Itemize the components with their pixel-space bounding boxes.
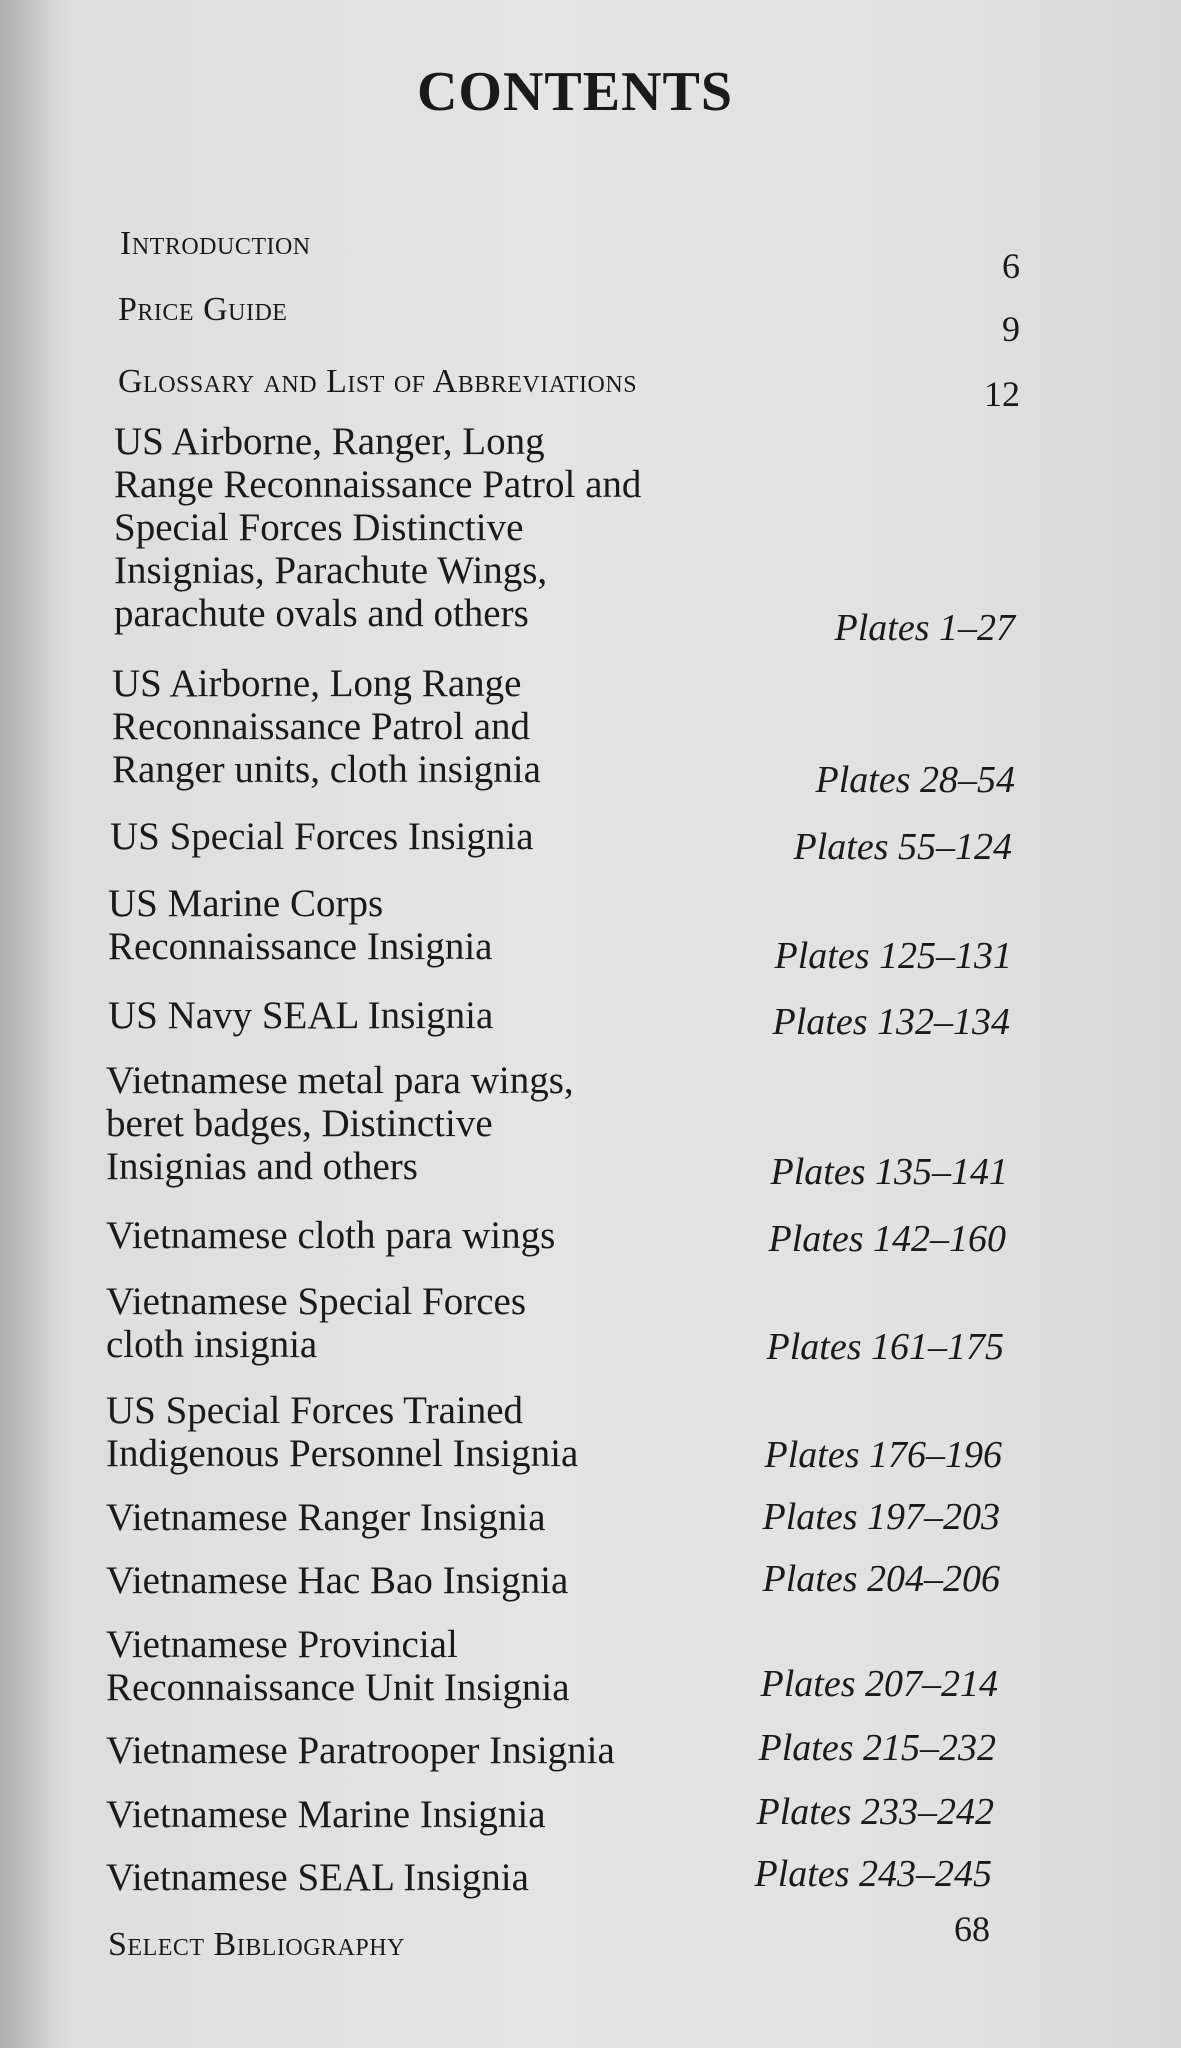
toc-entry-title-line: Insignias, Parachute Wings, — [114, 549, 548, 592]
toc-entry-title-line: Ranger units, cloth insignia — [112, 748, 541, 791]
toc-entry-title — [108, 1923, 405, 1966]
toc-entry-title-line: Special Forces Distinctive — [114, 506, 524, 549]
page-gutter-shadow — [0, 0, 60, 2048]
toc-entry-title-line: Vietnamese Special Forces — [106, 1280, 527, 1323]
toc-entry-title-line: parachute ovals and others — [114, 592, 529, 635]
toc-entry-title — [106, 1729, 615, 1772]
toc-entry-pages: Plates 1–27 — [834, 607, 1015, 649]
toc-entry-title — [106, 1793, 546, 1836]
toc-entry-pages: 9 — [1002, 309, 1020, 349]
toc-entry-title-line: Vietnamese Marine Insignia — [106, 1793, 546, 1836]
toc-entry-title-line: Vietnamese cloth para wings — [106, 1214, 556, 1257]
toc-entry-title — [120, 222, 311, 265]
toc-entry-title-line: beret badges, Distinctive — [106, 1102, 493, 1145]
toc-entry-title-line: Insignias and others — [106, 1145, 418, 1188]
toc-entry-title — [106, 1496, 546, 1539]
toc-entry-title — [114, 420, 641, 635]
toc-entry-title-line: Vietnamese Provincial — [106, 1623, 458, 1666]
toc-entry-title-line: US Airborne, Ranger, Long — [114, 420, 545, 463]
toc-entry-title-line: Glossary and List of Abbreviations — [118, 363, 638, 400]
toc-entry-pages: Plates 243–245 — [754, 1853, 992, 1895]
toc-entry-title — [106, 1389, 578, 1475]
toc-entry-title — [106, 1559, 568, 1602]
toc-entry-pages: Plates 132–134 — [772, 1001, 1010, 1043]
page-title: CONTENTS — [416, 61, 734, 123]
toc-entry-pages: Plates 28–54 — [815, 759, 1015, 801]
toc-entry-title-line: Vietnamese SEAL Insignia — [106, 1856, 529, 1899]
toc-entry-pages: 12 — [984, 374, 1020, 414]
toc-entry-title — [106, 1856, 529, 1899]
toc-entry-title-line: Vietnamese Paratrooper Insignia — [106, 1729, 615, 1772]
toc-entry-pages: Plates 204–206 — [762, 1558, 1000, 1600]
toc-entry-title — [106, 1280, 526, 1366]
toc-entry-title-line: cloth insignia — [106, 1323, 318, 1366]
toc-entry-pages: Plates 176–196 — [764, 1434, 1002, 1476]
toc-entry-title-line: Vietnamese Hac Bao Insignia — [106, 1559, 569, 1602]
toc-entry-title — [110, 815, 534, 858]
toc-entry-title-line: Select Bibliography — [108, 1926, 405, 1963]
toc-entry-title-line: US Navy SEAL Insignia — [108, 994, 494, 1037]
toc-entry-pages: Plates 135–141 — [770, 1151, 1008, 1193]
toc-entry-pages: 68 — [954, 1909, 990, 1949]
toc-entry-title-line: Indigenous Personnel Insignia — [106, 1432, 579, 1475]
toc-entry-title-line: US Special Forces Insignia — [110, 815, 534, 858]
toc-entry-title — [106, 1214, 555, 1257]
toc-entry-pages: 6 — [1002, 246, 1020, 286]
toc-entry-pages: Plates 233–242 — [756, 1791, 994, 1833]
toc-entry-title-line: Vietnamese Ranger Insignia — [106, 1496, 546, 1539]
toc-entry-pages: Plates 207–214 — [760, 1663, 998, 1705]
toc-entry-title-line: Range Reconnaissance Patrol and — [114, 463, 642, 506]
toc-entry-title-line: US Marine Corps — [108, 882, 384, 925]
toc-entry-title — [106, 1059, 574, 1188]
toc-entry-title-line: US Special Forces Trained — [106, 1389, 524, 1432]
toc-entry-title-line: Reconnaissance Insignia — [108, 925, 493, 968]
toc-entry-title-line: Vietnamese metal para wings, — [106, 1059, 574, 1102]
toc-entry-title — [118, 288, 287, 331]
toc-entry-title-line: Introduction — [120, 225, 311, 262]
toc-entry-title — [108, 994, 493, 1037]
toc-entry-title — [108, 882, 492, 968]
toc-entry-pages: Plates 125–131 — [774, 935, 1012, 977]
toc-entry-title-line: Reconnaissance Patrol and — [112, 705, 531, 748]
toc-entry-pages: Plates 142–160 — [768, 1218, 1006, 1260]
toc-entry-title-line: Reconnaissance Unit Insignia — [106, 1666, 570, 1709]
toc-entry-title — [112, 662, 541, 791]
toc-entry-title — [106, 1623, 570, 1709]
toc-entry-pages: Plates 161–175 — [766, 1326, 1004, 1368]
toc-entry-title-line: Price Guide — [118, 291, 288, 328]
toc-entry-title — [118, 360, 637, 403]
toc-entry-title-line: US Airborne, Long Range — [112, 662, 522, 705]
toc-entry-pages: Plates 197–203 — [762, 1496, 1000, 1538]
toc-entry-pages: Plates 215–232 — [758, 1727, 996, 1769]
toc-entry-pages: Plates 55–124 — [793, 826, 1012, 868]
